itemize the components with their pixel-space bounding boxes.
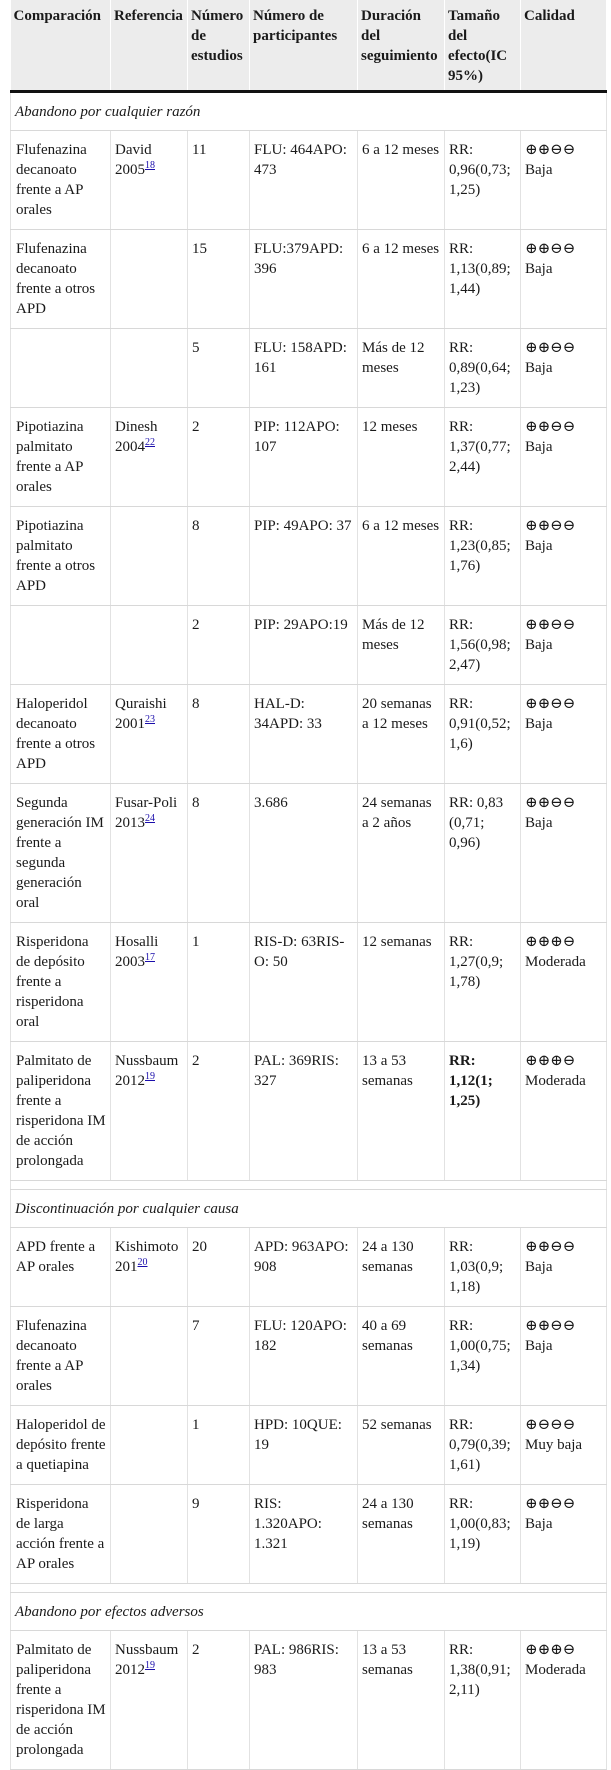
section-spacer	[11, 1181, 607, 1190]
cell-numero-participantes: 3.686	[250, 784, 358, 923]
cell-duracion: 13 a 53 semanas	[358, 1631, 445, 1770]
quality-symbols-icon: ⊕⊖⊖⊖	[525, 1417, 576, 1433]
table-row	[11, 1228, 607, 1307]
reference-link[interactable]: 19	[145, 1071, 155, 1082]
quality-symbols-icon: ⊕⊕⊖⊖	[525, 419, 576, 435]
table-row	[11, 230, 607, 329]
table-row	[11, 1485, 607, 1584]
quality-label: Baja	[525, 261, 553, 277]
header-calidad: Calidad	[521, 0, 607, 92]
cell-referencia	[111, 1228, 188, 1307]
cell-tamano-efecto: RR: 0,91(0,52; 1,6)	[445, 685, 521, 784]
table-header	[11, 0, 607, 92]
cell-calidad	[521, 1307, 607, 1406]
quality-label: Baja	[525, 1516, 553, 1532]
table-row	[11, 1631, 607, 1770]
cell-tamano-efecto: RR: 1,38(0,91; 2,11)	[445, 1631, 521, 1770]
quality-symbols-icon: ⊕⊕⊖⊖	[525, 1318, 576, 1334]
cell-numero-estudios: 9	[188, 1485, 250, 1584]
cell-numero-estudios: 15	[188, 230, 250, 329]
cell-numero-participantes: RIS: 1.320APO: 1.321	[250, 1485, 358, 1584]
cell-calidad	[521, 1631, 607, 1770]
reference-text: Dinesh 2004	[115, 419, 158, 455]
cell-calidad	[521, 329, 607, 408]
quality-label: Baja	[525, 716, 553, 732]
cell-numero-estudios: 1	[188, 923, 250, 1042]
reference-text: Quraishi 2001	[115, 696, 167, 732]
cell-duracion: 6 a 12 meses	[358, 131, 445, 230]
cell-numero-participantes: FLU: 464APO: 473	[250, 131, 358, 230]
reference-text: Kishimoto 201	[115, 1239, 179, 1275]
table-row	[11, 923, 607, 1042]
reference-link[interactable]: 18	[145, 160, 155, 171]
cell-comparacion: Risperidona de larga acción frente a AP orales	[11, 1485, 111, 1584]
quality-symbols-icon: ⊕⊕⊖⊖	[525, 617, 576, 633]
cell-duracion: 24 semanas a 2 años	[358, 784, 445, 923]
header-comparacion: Comparación	[11, 0, 111, 92]
cell-duracion: 6 a 12 meses	[358, 507, 445, 606]
cell-numero-participantes: FLU: 120APO: 182	[250, 1307, 358, 1406]
table-row	[11, 1406, 607, 1485]
cell-numero-estudios: 2	[188, 408, 250, 507]
cell-referencia	[111, 1042, 188, 1181]
cell-comparacion: Flufenazina decanoato frente a AP orales	[11, 1307, 111, 1406]
quality-label: Baja	[525, 1259, 553, 1275]
cell-calidad	[521, 685, 607, 784]
quality-label: Muy baja	[525, 1437, 583, 1453]
evidence-table	[10, 0, 607, 1770]
cell-numero-estudios: 8	[188, 507, 250, 606]
cell-duracion: 52 semanas	[358, 1406, 445, 1485]
reference-link[interactable]: 23	[145, 714, 155, 725]
table-row	[11, 408, 607, 507]
header-referencia: Referencia	[111, 0, 188, 92]
header-numero-participantes: Número de participantes	[250, 0, 358, 92]
reference-text: Fusar-Poli 2013	[115, 795, 178, 831]
cell-tamano-efecto: RR: 1,37(0,77; 2,44)	[445, 408, 521, 507]
cell-duracion: Más de 12 meses	[358, 329, 445, 408]
cell-referencia	[111, 1631, 188, 1770]
cell-numero-participantes: PIP: 112APO: 107	[250, 408, 358, 507]
cell-numero-participantes: RIS-D: 63RIS-O: 50	[250, 923, 358, 1042]
section-row	[11, 92, 607, 131]
quality-symbols-icon: ⊕⊕⊖⊖	[525, 1496, 576, 1512]
quality-label: Baja	[525, 162, 553, 178]
section-row	[11, 1190, 607, 1228]
cell-calidad	[521, 507, 607, 606]
cell-referencia	[111, 784, 188, 923]
quality-symbols-icon: ⊕⊕⊕⊖	[525, 1642, 576, 1658]
section-row	[11, 1593, 607, 1631]
cell-duracion: 20 semanas a 12 meses	[358, 685, 445, 784]
cell-referencia	[111, 1406, 188, 1485]
quality-label: Baja	[525, 538, 553, 554]
cell-referencia	[111, 1307, 188, 1406]
cell-comparacion: APD frente a AP orales	[11, 1228, 111, 1307]
cell-calidad	[521, 606, 607, 685]
cell-duracion: Más de 12 meses	[358, 606, 445, 685]
cell-numero-estudios: 2	[188, 1631, 250, 1770]
cell-numero-participantes: PIP: 49APO: 37	[250, 507, 358, 606]
cell-tamano-efecto: RR: 0,83 (0,71; 0,96)	[445, 784, 521, 923]
cell-numero-estudios: 2	[188, 606, 250, 685]
table-row	[11, 1042, 607, 1181]
effect-bold-text: RR: 1,12(1; 1,25)	[449, 1053, 493, 1109]
cell-comparacion: Haloperidol de depósito frente a quetiapina	[11, 1406, 111, 1485]
cell-duracion: 13 a 53 semanas	[358, 1042, 445, 1181]
table-row	[11, 685, 607, 784]
table-row	[11, 1307, 607, 1406]
reference-text: Hosalli 2003	[115, 934, 159, 970]
reference-text: Nussbaum 2012	[115, 1642, 179, 1678]
cell-tamano-efecto: RR: 0,79(0,39; 1,61)	[445, 1406, 521, 1485]
cell-duracion: 24 a 130 semanas	[358, 1485, 445, 1584]
cell-tamano-efecto: RR: 1,56(0,98; 2,47)	[445, 606, 521, 685]
quality-symbols-icon: ⊕⊕⊕⊖	[525, 1053, 576, 1069]
reference-text: David 2005	[115, 142, 152, 178]
cell-comparacion	[11, 329, 111, 408]
section-title: Abandono por cualquier razón	[11, 92, 607, 131]
cell-comparacion: Risperidona de depósito frente a risperidona oral	[11, 923, 111, 1042]
table-row	[11, 329, 607, 408]
cell-comparacion: Segunda generación IM frente a segunda generación oral	[11, 784, 111, 923]
cell-duracion: 24 a 130 semanas	[358, 1228, 445, 1307]
cell-referencia	[111, 329, 188, 408]
cell-calidad	[521, 131, 607, 230]
cell-tamano-efecto: RR: 1,03(0,9; 1,18)	[445, 1228, 521, 1307]
reference-link[interactable]: 20	[137, 1257, 148, 1268]
cell-numero-estudios: 7	[188, 1307, 250, 1406]
reference-link[interactable]: 24	[145, 813, 155, 824]
cell-numero-participantes: APD: 963APO: 908	[250, 1228, 358, 1307]
cell-calidad	[521, 1042, 607, 1181]
cell-comparacion: Palmitato de paliperidona frente a risperidona IM de acción prolongada	[11, 1631, 111, 1770]
cell-tamano-efecto: RR: 1,00(0,75; 1,34)	[445, 1307, 521, 1406]
cell-calidad	[521, 1406, 607, 1485]
cell-numero-estudios: 11	[188, 131, 250, 230]
quality-label: Baja	[525, 439, 553, 455]
cell-tamano-efecto: RR: 1,23(0,85; 1,76)	[445, 507, 521, 606]
section-title: Discontinuación por cualquier causa	[11, 1190, 607, 1228]
reference-link[interactable]: 19	[145, 1660, 155, 1671]
cell-calidad	[521, 230, 607, 329]
cell-tamano-efecto: RR: 1,13(0,89; 1,44)	[445, 230, 521, 329]
cell-numero-participantes: PAL: 369RIS: 327	[250, 1042, 358, 1181]
cell-duracion: 12 meses	[358, 408, 445, 507]
cell-numero-participantes: PIP: 29APO:19	[250, 606, 358, 685]
quality-symbols-icon: ⊕⊕⊖⊖	[525, 241, 576, 257]
table-row	[11, 606, 607, 685]
quality-symbols-icon: ⊕⊕⊖⊖	[525, 142, 576, 158]
cell-numero-estudios: 8	[188, 685, 250, 784]
quality-symbols-icon: ⊕⊕⊖⊖	[525, 795, 576, 811]
quality-symbols-icon: ⊕⊕⊖⊖	[525, 696, 576, 712]
header-tamano-efecto: Tamaño del efecto(IC 95%)	[445, 0, 521, 92]
cell-duracion: 12 semanas	[358, 923, 445, 1042]
quality-symbols-icon: ⊕⊕⊖⊖	[525, 1239, 576, 1255]
cell-referencia	[111, 606, 188, 685]
cell-comparacion: Pipotiazina palmitato frente a otros APD	[11, 507, 111, 606]
cell-calidad	[521, 784, 607, 923]
quality-symbols-icon: ⊕⊕⊕⊖	[525, 934, 576, 950]
cell-tamano-efecto: RR: 1,00(0,83; 1,19)	[445, 1485, 521, 1584]
reference-link[interactable]: 17	[145, 952, 155, 963]
cell-tamano-efecto: RR: 0,89(0,64; 1,23)	[445, 329, 521, 408]
header-duracion: Duración del seguimiento	[358, 0, 445, 92]
quality-label: Baja	[525, 815, 553, 831]
cell-comparacion: Pipotiazina palmitato frente a AP orales	[11, 408, 111, 507]
cell-calidad	[521, 923, 607, 1042]
quality-label: Moderada	[525, 954, 586, 970]
cell-numero-participantes: PAL: 986RIS: 983	[250, 1631, 358, 1770]
quality-label: Baja	[525, 1338, 553, 1354]
cell-tamano-efecto: RR: 1,27(0,9; 1,78)	[445, 923, 521, 1042]
cell-referencia	[111, 507, 188, 606]
cell-referencia	[111, 923, 188, 1042]
table-row	[11, 131, 607, 230]
table-body	[11, 92, 607, 1770]
cell-comparacion: Flufenazina decanoato frente a otros APD	[11, 230, 111, 329]
section-title: Abandono por efectos adversos	[11, 1593, 607, 1631]
cell-numero-participantes: FLU:379APD: 396	[250, 230, 358, 329]
cell-referencia	[111, 131, 188, 230]
cell-tamano-efecto: RR: 0,96(0,73; 1,25)	[445, 131, 521, 230]
table-row	[11, 507, 607, 606]
cell-numero-participantes: HPD: 10QUE: 19	[250, 1406, 358, 1485]
reference-link[interactable]: 22	[145, 437, 155, 448]
quality-symbols-icon: ⊕⊕⊖⊖	[525, 518, 576, 534]
cell-numero-estudios: 20	[188, 1228, 250, 1307]
cell-referencia	[111, 408, 188, 507]
cell-tamano-efecto	[445, 1042, 521, 1181]
cell-comparacion: Haloperidol decanoato frente a otros APD	[11, 685, 111, 784]
cell-numero-estudios: 5	[188, 329, 250, 408]
quality-symbols-icon: ⊕⊕⊖⊖	[525, 340, 576, 356]
cell-numero-estudios: 8	[188, 784, 250, 923]
cell-referencia	[111, 1485, 188, 1584]
cell-referencia	[111, 230, 188, 329]
cell-comparacion: Palmitato de paliperidona frente a risperidona IM de acción prolongada	[11, 1042, 111, 1181]
quality-label: Baja	[525, 637, 553, 653]
cell-numero-participantes: HAL-D: 34APD: 33	[250, 685, 358, 784]
table-row	[11, 784, 607, 923]
cell-calidad	[521, 1228, 607, 1307]
quality-label: Moderada	[525, 1662, 586, 1678]
quality-label: Baja	[525, 360, 553, 376]
cell-calidad	[521, 1485, 607, 1584]
header-numero-estudios: Número de estudios	[188, 0, 250, 92]
cell-duracion: 6 a 12 meses	[358, 230, 445, 329]
cell-referencia	[111, 685, 188, 784]
section-spacer	[11, 1584, 607, 1593]
cell-calidad	[521, 408, 607, 507]
cell-comparacion	[11, 606, 111, 685]
cell-numero-estudios: 2	[188, 1042, 250, 1181]
cell-comparacion: Flufenazina decanoato frente a AP orales	[11, 131, 111, 230]
quality-label: Moderada	[525, 1073, 586, 1089]
reference-text: Nussbaum 2012	[115, 1053, 179, 1089]
cell-numero-estudios: 1	[188, 1406, 250, 1485]
cell-numero-participantes: FLU: 158APD: 161	[250, 329, 358, 408]
cell-duracion: 40 a 69 semanas	[358, 1307, 445, 1406]
